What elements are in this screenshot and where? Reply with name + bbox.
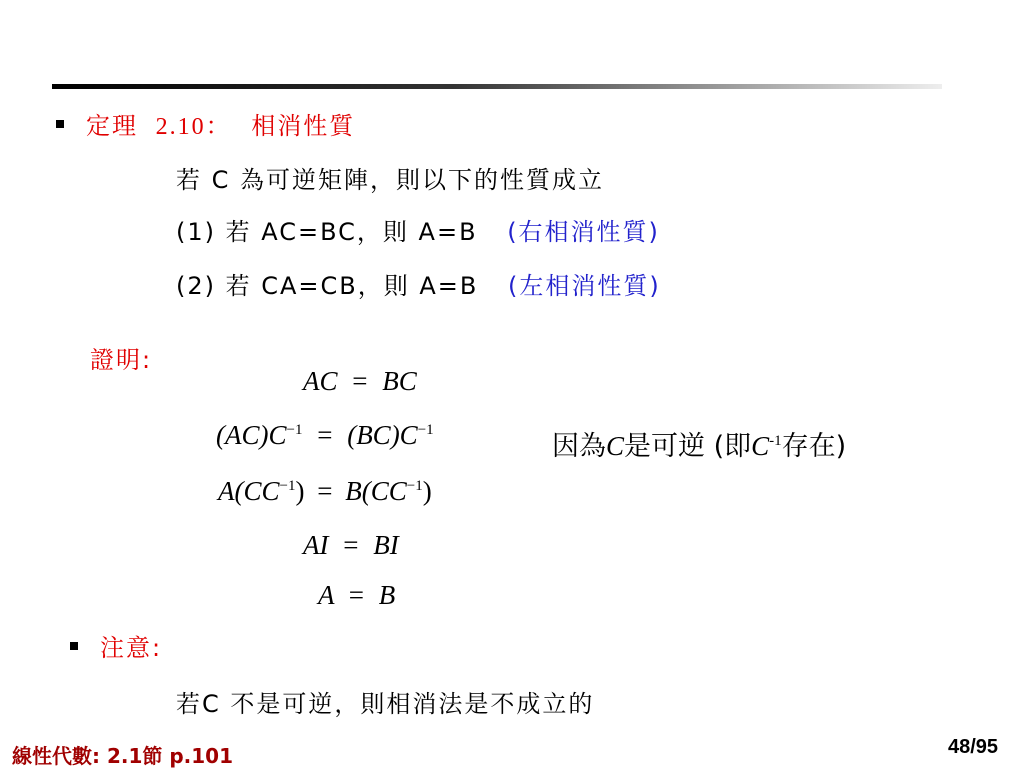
proof-line-4-rhs: BI (373, 530, 399, 560)
proof-line-5-rhs: B (378, 580, 396, 610)
proof-reason (552, 424, 846, 463)
title-rule (52, 84, 942, 89)
proof-line-2-lhs: (AC)C (216, 420, 287, 450)
theorem-item-2 (176, 266, 661, 301)
reason-var2: C (751, 431, 770, 461)
proof-label: 證明: (90, 346, 153, 374)
theorem-item-2-text: (2) 若 CA=CB，則 A=B (176, 272, 479, 300)
proof-line-3-lhs-exp: −1 (279, 478, 296, 494)
proof-line-2 (216, 420, 434, 451)
footer-course: 線性代數: 2.1節 p.101 (12, 744, 234, 768)
theorem-item-1-text: (1) 若 AC=BC，則 A=B (176, 218, 478, 246)
theorem-title: 相消性質 (251, 112, 356, 140)
reason-exp: -1 (769, 433, 782, 449)
equals-sign: = (348, 580, 364, 610)
proof-line-1-lhs: AC (303, 366, 338, 396)
proof-line-3-lhs: A(CC (218, 476, 280, 506)
theorem-heading (86, 106, 355, 141)
reason-post: 存在) (781, 431, 847, 462)
theorem-intro: 若 C 為可逆矩陣，則以下的性質成立 (176, 166, 605, 194)
page-number: 48/95 (948, 736, 999, 758)
proof-line-4-lhs: AI (303, 530, 329, 560)
proof-line-2-rhs: (BC)C (347, 420, 418, 450)
theorem-item-2-note: (左相消性質) (508, 272, 661, 300)
proof-line-5 (318, 580, 395, 611)
theorem-item-1 (176, 212, 660, 247)
theorem-label: 定理 (86, 112, 138, 140)
theorem-number: 2.10： (155, 114, 232, 140)
note-label: 注意: (100, 634, 163, 662)
equals-sign: = (352, 366, 368, 396)
bullet-icon (56, 120, 64, 128)
equals-sign: = (317, 476, 333, 506)
note-text: 若C 不是可逆，則相消法是不成立的 (176, 690, 595, 718)
proof-line-1-rhs: BC (382, 366, 417, 396)
proof-line-2-rhs-exp: −1 (417, 422, 434, 438)
reason-mid: 是可逆 (即 (624, 431, 752, 462)
proof-line-2-lhs-exp: −1 (286, 422, 303, 438)
theorem-item-1-note: (右相消性質) (507, 218, 660, 246)
bullet-icon (70, 642, 78, 650)
reason-var: C (606, 431, 625, 461)
equals-sign: = (317, 420, 333, 450)
proof-line-4 (303, 530, 399, 561)
proof-line-1 (303, 366, 417, 397)
proof-line-3-rhs-exp: −1 (406, 478, 423, 494)
proof-line-3-rhs-close: ) (422, 476, 432, 506)
proof-line-3 (218, 476, 432, 507)
proof-line-3-lhs-close: ) (295, 476, 305, 506)
proof-line-5-lhs: A (318, 580, 335, 610)
equals-sign: = (343, 530, 359, 560)
reason-pre: 因為 (552, 431, 606, 462)
proof-line-3-rhs: B(CC (345, 476, 407, 506)
